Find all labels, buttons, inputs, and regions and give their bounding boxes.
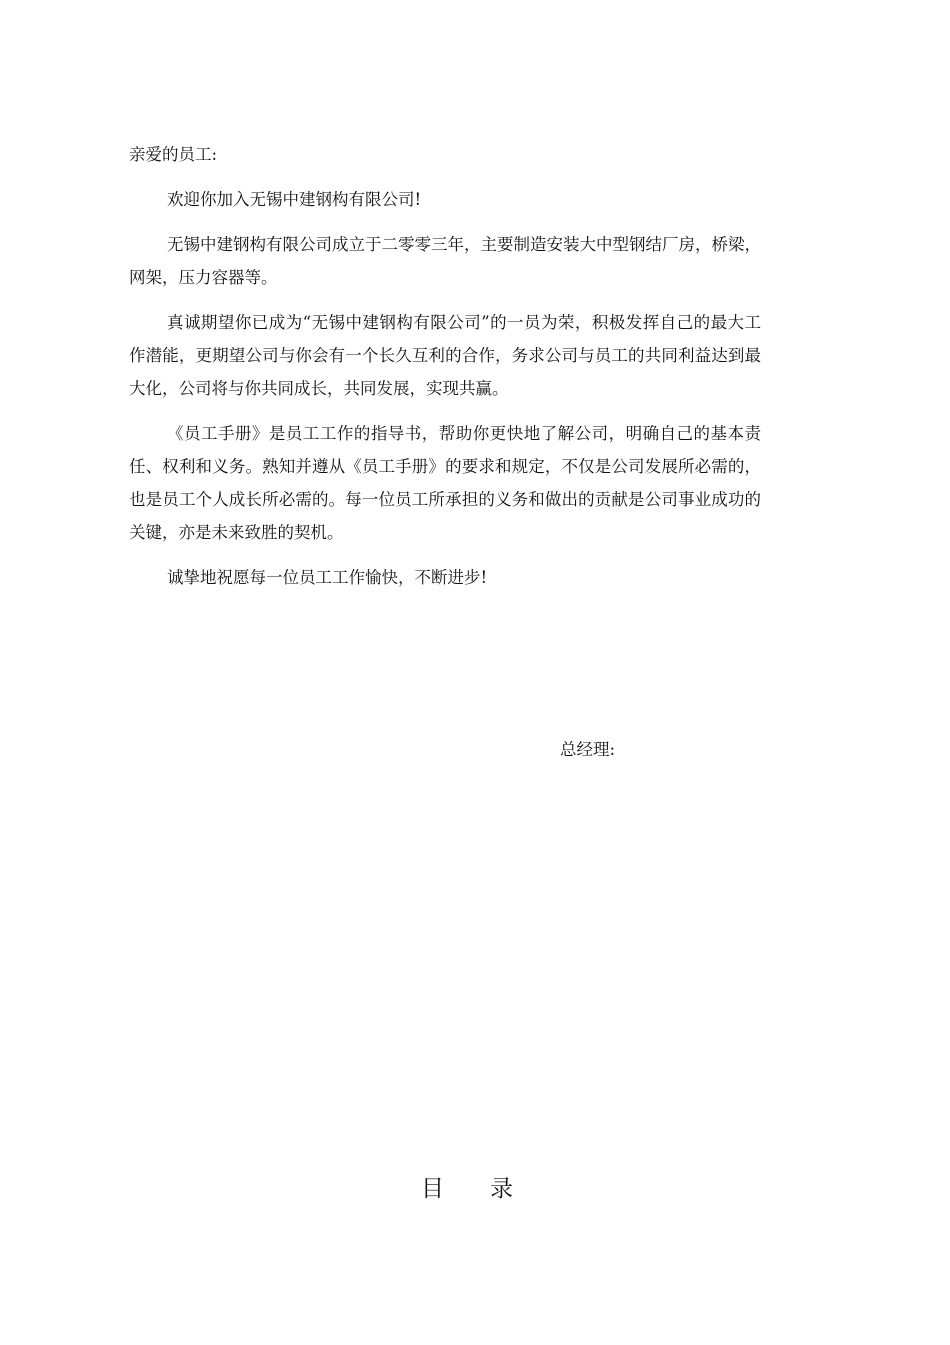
letter-paragraph-expectation: 真诚期望你已成为“无锡中建钢构有限公司”的一员为荣，积极发挥自己的最大工作潜能，更期望公司与你会有一个长久互利的合作，务求公司与员工的共同利益达到最大化，公司将与你共同成长，共同发展，实现共赢。 (129, 313, 761, 398)
welcome-letter (129, 138, 761, 606)
letter-paragraph-wishes: 诚挚地祝愿每一位员工工作愉快，不断进步! (167, 568, 488, 587)
toc-heading-text: 目 录 (421, 1176, 513, 1202)
letter-paragraph-company-intro: 无锡中建钢构有限公司成立于二零零三年，主要制造安装大中型钢结厂房，桥梁，网架，压力容器等。 (129, 235, 761, 287)
toc-heading (0, 1172, 950, 1206)
letter-greeting: 亲爱的员工: (129, 145, 218, 164)
letter-paragraph-handbook: 《员工手册》是员工工作的指导书，帮助你更快地了解公司，明确自己的基本责任、权利和义务。熟知并遵从《员工手册》的要求和规定，不仅是公司发展所必需的，也是员工个人成长所必需的。每一位员工所承担的义务和做出的贡献是公司事业成功的关键，亦是未来致胜的契机。 (129, 424, 761, 542)
letter-signature: 总经理: (560, 740, 616, 759)
letter-paragraph-welcome: 欢迎你加入无锡中建钢构有限公司! (167, 190, 422, 209)
